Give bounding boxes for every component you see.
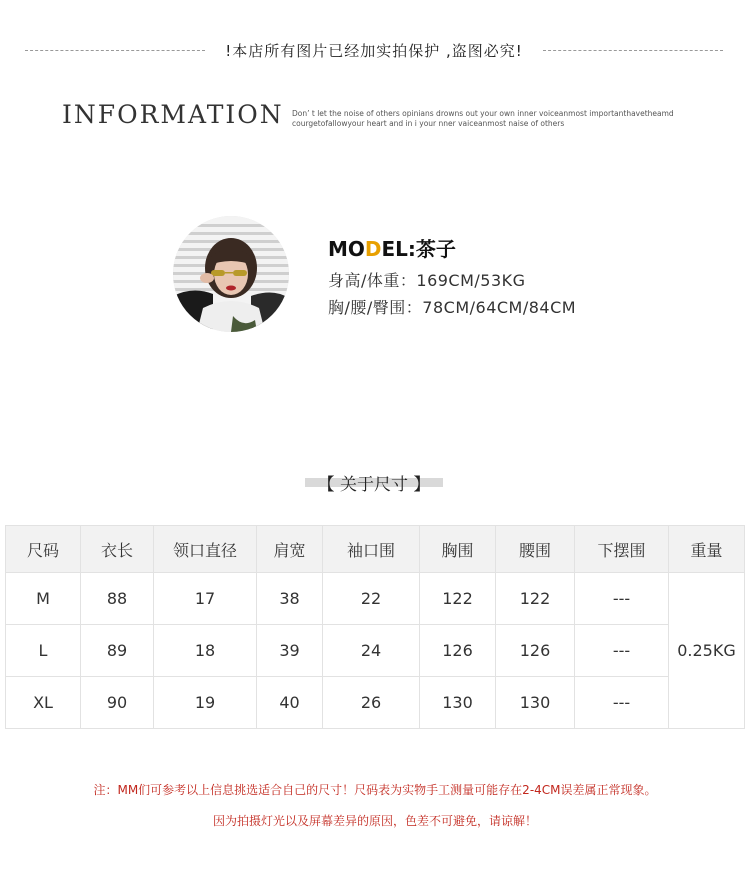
- cell-cuff: 26: [323, 677, 420, 729]
- cell-shoulder: 40: [257, 677, 323, 729]
- header-size: 尺码: [6, 526, 81, 573]
- header-neck-diameter: 领口直径: [154, 526, 257, 573]
- cell-length: 90: [81, 677, 154, 729]
- cell-shoulder: 39: [257, 625, 323, 677]
- cell-neck-diameter: 18: [154, 625, 257, 677]
- footnote-size-note: 注：MM们可参考以上信息挑选适合自己的尺寸！尺码表为实物手工测量可能存在2-4CM误差属正常现象。: [93, 783, 657, 797]
- cell-neck-diameter: 19: [154, 677, 257, 729]
- header-length: 衣长: [81, 526, 154, 573]
- cell-waist: 130: [496, 677, 575, 729]
- footnote-color-note: 因为拍摄灯光以及屏幕差异的原因，色差不可避免，请谅解！: [212, 814, 537, 828]
- table-row: [6, 677, 745, 729]
- model-photo-illustration: [173, 216, 289, 332]
- header-hem: 下摆围: [575, 526, 669, 573]
- cell-chest: 130: [420, 677, 496, 729]
- information-title: INFORMATION: [62, 100, 284, 129]
- notice-text: !本店所有图片已经加实拍保护 ,盗图必究!: [225, 42, 523, 60]
- cell-length: 89: [81, 625, 154, 677]
- cell-hem: ---: [575, 573, 669, 625]
- cell-chest: 126: [420, 625, 496, 677]
- cell-cuff: 22: [323, 573, 420, 625]
- size-section-title: 【 关于尺寸 】: [317, 475, 431, 495]
- notice-divider-right: [543, 50, 723, 51]
- cell-length: 88: [81, 573, 154, 625]
- table-row: [6, 625, 745, 677]
- cell-neck-diameter: 17: [154, 573, 257, 625]
- cell-hem: ---: [575, 677, 669, 729]
- cell-cuff: 24: [323, 625, 420, 677]
- cell-chest: 122: [420, 573, 496, 625]
- model-label-part2: EL:茶子: [381, 237, 456, 261]
- information-subtitle: [292, 109, 712, 129]
- information-subtitle-line1: Don’ t let the noise of others opinians drowns out your own inner voiceanmost importanthavetheamd: [292, 109, 674, 118]
- cell-weight: 0.25KG: [669, 573, 745, 729]
- cell-hem: ---: [575, 625, 669, 677]
- model-name: [328, 233, 456, 262]
- information-subtitle-line2: courgetofallowyour heart and in i your nner vaiceanmost naise of others: [292, 119, 565, 128]
- cell-size: M: [6, 573, 81, 625]
- notice-divider-left: [25, 50, 205, 51]
- size-table-header-row: [6, 526, 745, 573]
- header-weight: 重量: [669, 526, 745, 573]
- size-table: [5, 525, 745, 729]
- model-label-part1: MO: [328, 237, 365, 261]
- model-measurements: 胸/腰/臀围：78CM/64CM/84CM: [328, 298, 577, 317]
- size-section-header: [305, 470, 445, 494]
- copyright-notice: [0, 38, 750, 62]
- model-height-weight: 身高/体重：169CM/53KG: [328, 271, 526, 290]
- model-label-accent: D: [364, 237, 382, 261]
- cell-waist: 122: [496, 573, 575, 625]
- header-waist: 腰围: [496, 526, 575, 573]
- header-cuff: 袖口围: [323, 526, 420, 573]
- cell-waist: 126: [496, 625, 575, 677]
- header-chest: 胸围: [420, 526, 496, 573]
- cell-size: L: [6, 625, 81, 677]
- header-shoulder: 肩宽: [257, 526, 323, 573]
- cell-shoulder: 38: [257, 573, 323, 625]
- table-row: [6, 573, 745, 625]
- model-avatar: [173, 216, 289, 332]
- cell-size: XL: [6, 677, 81, 729]
